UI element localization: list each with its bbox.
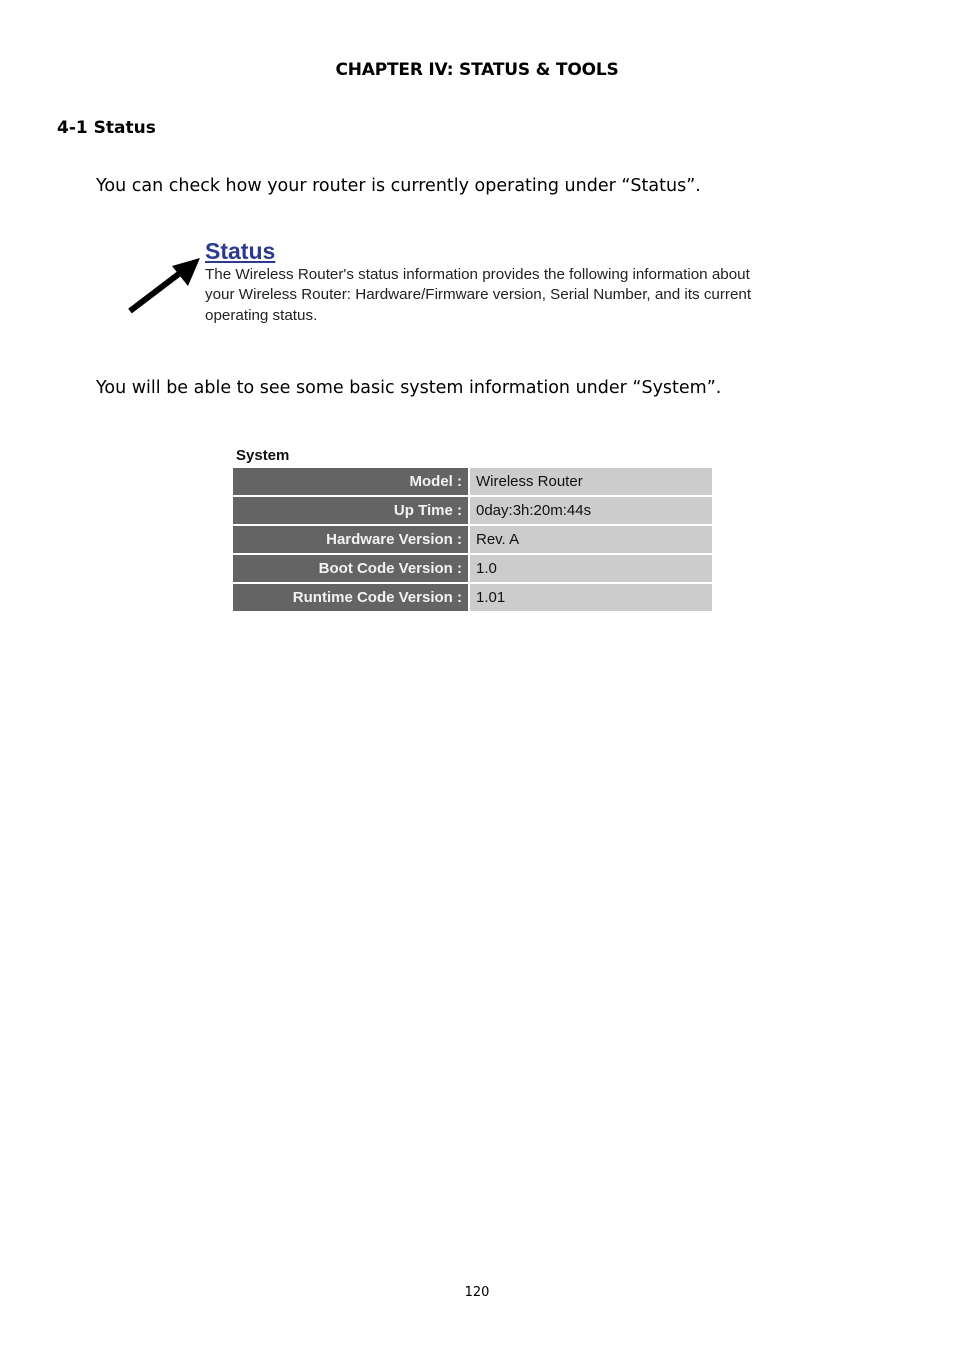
row-value: Wireless Router [470, 468, 712, 497]
system-info-table [233, 468, 712, 613]
table-row [233, 468, 712, 497]
row-value: Rev. A [470, 526, 712, 555]
status-screenshot [126, 236, 766, 336]
table-row [233, 555, 712, 584]
row-key: Runtime Code Version : [233, 584, 470, 613]
intro-paragraph: You can check how your router is currently operating under “Status”. [96, 176, 701, 196]
row-key: Hardware Version : [233, 526, 470, 555]
row-value: 1.01 [470, 584, 712, 613]
table-row [233, 497, 712, 526]
page-number: 120 [464, 1285, 490, 1300]
table-row [233, 584, 712, 613]
row-value: 1.0 [470, 555, 712, 584]
row-key: Boot Code Version : [233, 555, 470, 584]
status-description: The Wireless Router's status information provides the following information about your Wireless Router: Hardware/Firmware version, Serial Number, and its current operating status. [205, 266, 752, 324]
arrow-pointer-icon [126, 254, 206, 316]
row-key: Model : [233, 468, 470, 497]
table-row [233, 526, 712, 555]
section-heading: 4-1 Status [57, 118, 156, 138]
system-section-label: System [236, 447, 290, 464]
chapter-title: CHAPTER IV: STATUS & TOOLS [335, 60, 619, 80]
row-key: Up Time : [233, 497, 470, 526]
status-page-title: Status [205, 238, 276, 264]
system-paragraph: You will be able to see some basic system information under “System”. [96, 378, 722, 398]
row-value: 0day:3h:20m:44s [470, 497, 712, 526]
